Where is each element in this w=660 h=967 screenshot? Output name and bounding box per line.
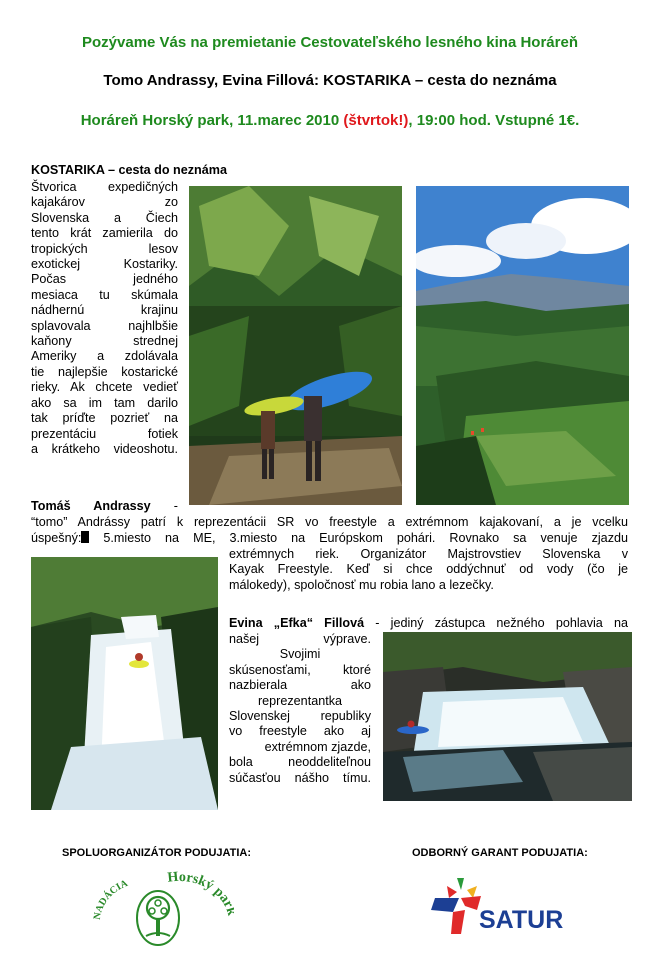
nadacia-horsky-park-logo — [92, 868, 234, 950]
kostarika-line: ako sa im tam darilo — [31, 395, 178, 410]
evina-line: Svojimi — [279, 647, 321, 662]
photo-waterfall-kayak — [31, 557, 218, 810]
tomas-line: Kayak Freestyle. Keď si chce oddýchnuť od vody (čo je — [229, 562, 628, 577]
evina-line: Slovenskej republiky — [229, 709, 371, 724]
kostarika-line: Slovenska a Čiech — [31, 210, 178, 225]
kostarika-line: tento krát zamierila do — [31, 226, 178, 241]
kostarika-line: tak príďte pozrieť na — [31, 411, 178, 426]
photo-kayakers-forest — [189, 186, 402, 505]
event-time-price: , 19:00 hod. Vstupné 1€. — [408, 112, 580, 129]
evina-name: Evina „Efka“ Fillová — [229, 616, 365, 630]
tomas-heading — [31, 499, 178, 514]
tomas-line — [31, 531, 628, 546]
tomas-line: málokedy), spoločnosť mu robia lano a lezečky. — [229, 577, 494, 592]
kostarika-line: Štvorica expedičných — [31, 180, 178, 194]
evina-line: reprezentantka — [257, 693, 342, 708]
tomas-rest — [229, 547, 628, 593]
tomas-line: extrémnych riek. Organizátor Majstrovstiev Slovenska v — [229, 547, 628, 561]
event-details — [0, 112, 660, 129]
tomas-success: úspešný: — [31, 531, 82, 545]
event-weekday: (štvrtok!) — [343, 112, 409, 129]
evina-heading — [229, 616, 628, 631]
kostarika-line: Počas jedného — [31, 272, 178, 287]
satur-star-green — [457, 878, 464, 890]
invitation-heading: Pozývame Vás na premietanie Cestovateľského lesného kina Horáreň — [82, 34, 578, 51]
tomas-line: “tomo” Andrássy patrí k reprezentácii SR vo freestyle a extrémnom kajakovaní, a je vcelku — [31, 515, 628, 529]
kostarika-line: rieky. Ak chcete vedieť — [31, 380, 178, 395]
evina-line: súčasťou nášho tímu. — [229, 770, 371, 785]
evina-text — [229, 632, 371, 786]
kostarika-line: exotickej Kostariky. — [31, 257, 178, 272]
evina-line: vo freestyle ako aj — [229, 724, 371, 739]
logo-word-nadacia: NADÁCIA — [92, 877, 130, 921]
kostarika-line: tropických lesov — [31, 241, 178, 256]
evina-line: bola neoddeliteľnou — [229, 755, 371, 770]
coorganizer-label: SPOLUORGANIZÁTOR PODUJATIA: — [62, 847, 252, 859]
kostarika-line: splavovala najhlbšie — [31, 318, 178, 333]
satur-logo — [431, 876, 565, 936]
guarantor-label: ODBORNÝ GARANT PODUJATIA: — [412, 847, 588, 859]
kostarika-line: nádhernú krajinu — [31, 303, 178, 318]
kostarika-line: tie najlepšie kostarické — [31, 364, 178, 379]
kostarika-line: kaňony strednej — [31, 334, 178, 349]
photo-jungle-valley — [416, 186, 629, 505]
kostarika-line: prezentáciu fotiek — [31, 426, 178, 441]
evina-line: nazbierala ako — [229, 678, 371, 693]
evina-line: extrémnom zjazde, — [264, 739, 371, 754]
presentation-title: Tomo Andrassy, Evina Fillová: KOSTARIKA – cesta do neznáma — [103, 72, 557, 89]
kostarika-title: KOSTARIKA – cesta do neznáma — [31, 163, 227, 177]
kostarika-line: kajakárov zo — [31, 195, 178, 210]
satur-wordmark: SATUR — [479, 906, 564, 934]
tomas-dash: - — [173, 499, 178, 513]
evina-intro: - jediný zástupca nežného pohlavia na — [364, 616, 628, 630]
logo-word-horsky-park: Horský pa — [166, 869, 233, 906]
photo-river-rapids — [383, 632, 632, 801]
evina-line: skúsenosťami, ktoré — [229, 662, 371, 677]
evina-line: našej výprave. — [229, 632, 371, 646]
kostarika-line: a krátkeho videoshotu. — [31, 441, 178, 456]
kostarika-text — [31, 180, 178, 457]
tomas-name: Tomáš Andrassy — [31, 499, 151, 513]
kostarika-line: mesiaca tu skúmala — [31, 287, 178, 302]
kostarika-line: Ameriky a zdolávala — [31, 349, 178, 364]
tomas-results: 5.miesto na ME, 3.miesto na Európskom pohári. Rovnako sa venuje zjazdu — [89, 531, 628, 545]
event-place-date: Horáreň Horský park, 11.marec 2010 — [80, 112, 344, 129]
